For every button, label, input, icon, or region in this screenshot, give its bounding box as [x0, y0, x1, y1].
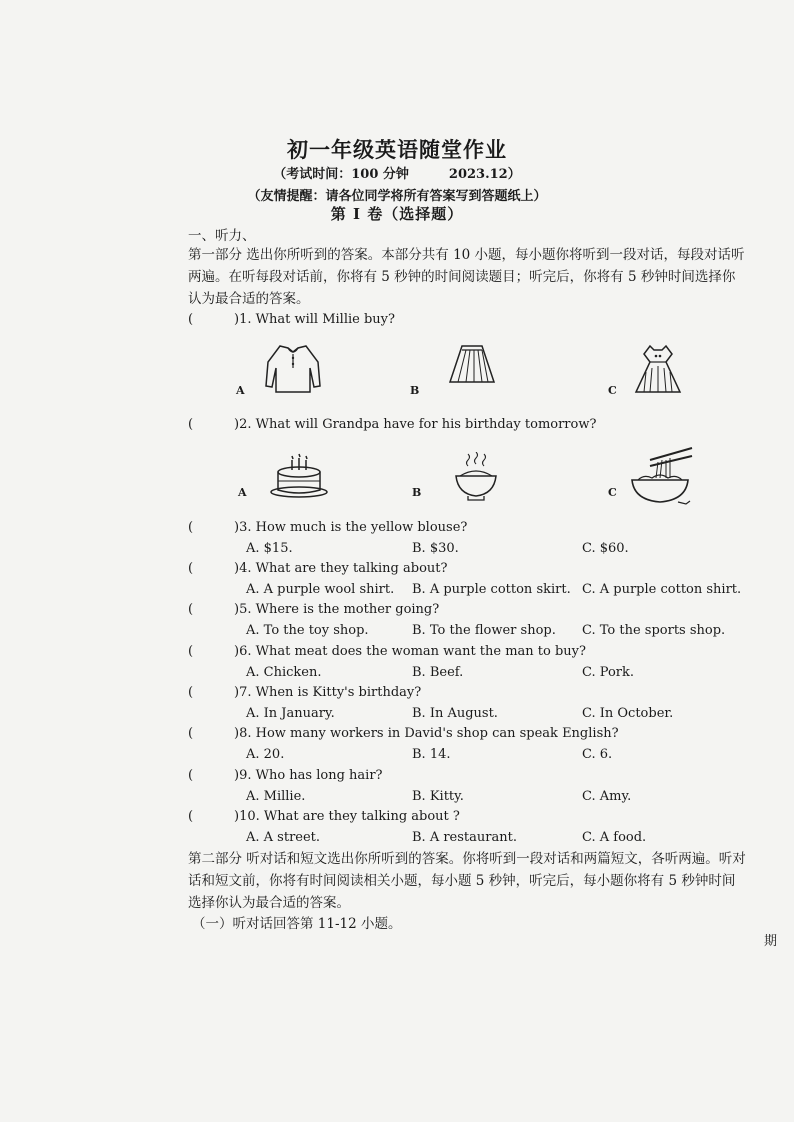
- option-b[interactable]: B. A purple cotton skirt.: [412, 582, 571, 597]
- question-3: ( )3. How much is the yellow blouse?: [188, 520, 468, 535]
- answer-blank[interactable]: (: [188, 809, 194, 824]
- option-c[interactable]: C. $60.: [582, 541, 629, 556]
- noodles-bowl-icon[interactable]: [630, 444, 696, 508]
- picture-label-c: C: [608, 486, 617, 499]
- answer-blank[interactable]: (: [188, 726, 194, 741]
- reminder: （友情提醒：请各位同学将所有答案写到答题纸上）: [247, 189, 547, 204]
- option-b[interactable]: B. 14.: [412, 747, 451, 762]
- answer-blank[interactable]: (: [188, 685, 194, 700]
- answer-blank[interactable]: (: [188, 417, 194, 432]
- picture-label-a: A: [238, 486, 247, 499]
- page-edge-text: 期: [764, 934, 778, 949]
- answer-blank[interactable]: (: [188, 768, 194, 783]
- dress-icon[interactable]: [632, 344, 684, 396]
- option-a[interactable]: A. Chicken.: [246, 665, 322, 680]
- exam-time: （考试时间：100 分钟: [273, 167, 409, 182]
- exam-date: 2023.12）: [448, 167, 521, 182]
- answer-blank[interactable]: (: [188, 602, 194, 617]
- option-c[interactable]: C. To the sports shop.: [582, 623, 726, 638]
- question-7: ( )7. When is Kitty's birthday?: [188, 685, 422, 700]
- option-c[interactable]: C. Amy.: [582, 789, 632, 804]
- page-title: 初一年级英语随堂作业: [287, 137, 507, 162]
- option-b[interactable]: B. In August.: [412, 706, 498, 721]
- volume-heading: 第 I 卷（选择题）: [330, 205, 464, 223]
- question-6: ( )6. What meat does the woman want the man to buy?: [188, 644, 586, 659]
- question-8: ( )8. How many workers in David's shop can speak English?: [188, 726, 619, 741]
- question-10: ( )10. What are they talking about ?: [188, 809, 460, 824]
- option-a[interactable]: A. $15.: [246, 541, 293, 556]
- option-a[interactable]: A. 20.: [246, 747, 285, 762]
- answer-blank[interactable]: (: [188, 561, 194, 576]
- rice-bowl-icon[interactable]: [452, 452, 500, 502]
- section-heading: 一、听力、: [188, 228, 256, 244]
- option-b[interactable]: B. A restaurant.: [412, 830, 517, 845]
- option-a[interactable]: A. To the toy shop.: [246, 623, 369, 638]
- picture-label-b: B: [410, 384, 420, 397]
- option-a[interactable]: A. A street.: [246, 830, 321, 845]
- question-1: ( )1. What will Millie buy?: [188, 312, 395, 327]
- sub-section-heading: （一）听对话回答第 11-12 小题。: [192, 916, 402, 932]
- picture-label-b: B: [412, 486, 422, 499]
- exam-info: [0, 163, 794, 182]
- option-b[interactable]: B. Kitty.: [412, 789, 464, 804]
- option-a[interactable]: A. Millie.: [246, 789, 306, 804]
- question-9: ( )9. Who has long hair?: [188, 768, 383, 783]
- option-c[interactable]: C. In October.: [582, 706, 674, 721]
- picture-label-c: C: [608, 384, 617, 397]
- blouse-icon[interactable]: [262, 342, 324, 394]
- part1-instructions: 第一部分 选出你所听到的答案。本部分共有 10 小题，每小题你将听到一段对话，每段对话听两遍。在听每段对话前，你将有 5 秒钟的时间阅读题目；听完后，你将有 5 秒钟时间选择你认为最合适的答案。: [188, 247, 745, 307]
- option-a[interactable]: A. In January.: [246, 706, 335, 721]
- skirt-icon[interactable]: [448, 344, 496, 386]
- answer-blank[interactable]: (: [188, 312, 194, 327]
- option-c[interactable]: C. 6.: [582, 747, 613, 762]
- option-c[interactable]: C. Pork.: [582, 665, 635, 680]
- answer-blank[interactable]: (: [188, 644, 194, 659]
- option-b[interactable]: B. To the flower shop.: [412, 623, 556, 638]
- option-b[interactable]: B. $30.: [412, 541, 459, 556]
- answer-blank[interactable]: (: [188, 520, 194, 535]
- option-c[interactable]: C. A purple cotton shirt.: [582, 582, 742, 597]
- option-a[interactable]: A. A purple wool shirt.: [246, 582, 395, 597]
- option-c[interactable]: C. A food.: [582, 830, 647, 845]
- question-2: ( )2. What will Grandpa have for his birthday tomorrow?: [188, 417, 597, 432]
- question-5: ( )5. Where is the mother going?: [188, 602, 440, 617]
- birthday-cake-icon[interactable]: [268, 452, 330, 500]
- option-b[interactable]: B. Beef.: [412, 665, 464, 680]
- picture-label-a: A: [236, 384, 245, 397]
- question-4: ( )4. What are they talking about?: [188, 561, 448, 576]
- part2-instructions: 第二部分 听对话和短文选出你所听到的答案。你将听到一段对话和两篇短文，各听两遍。听对话和短文前，你将有时间阅读相关小题，每小题 5 秒钟，听完后，每小题你将有 5 秒钟时间选择你认为最合适的答案。: [188, 851, 746, 911]
